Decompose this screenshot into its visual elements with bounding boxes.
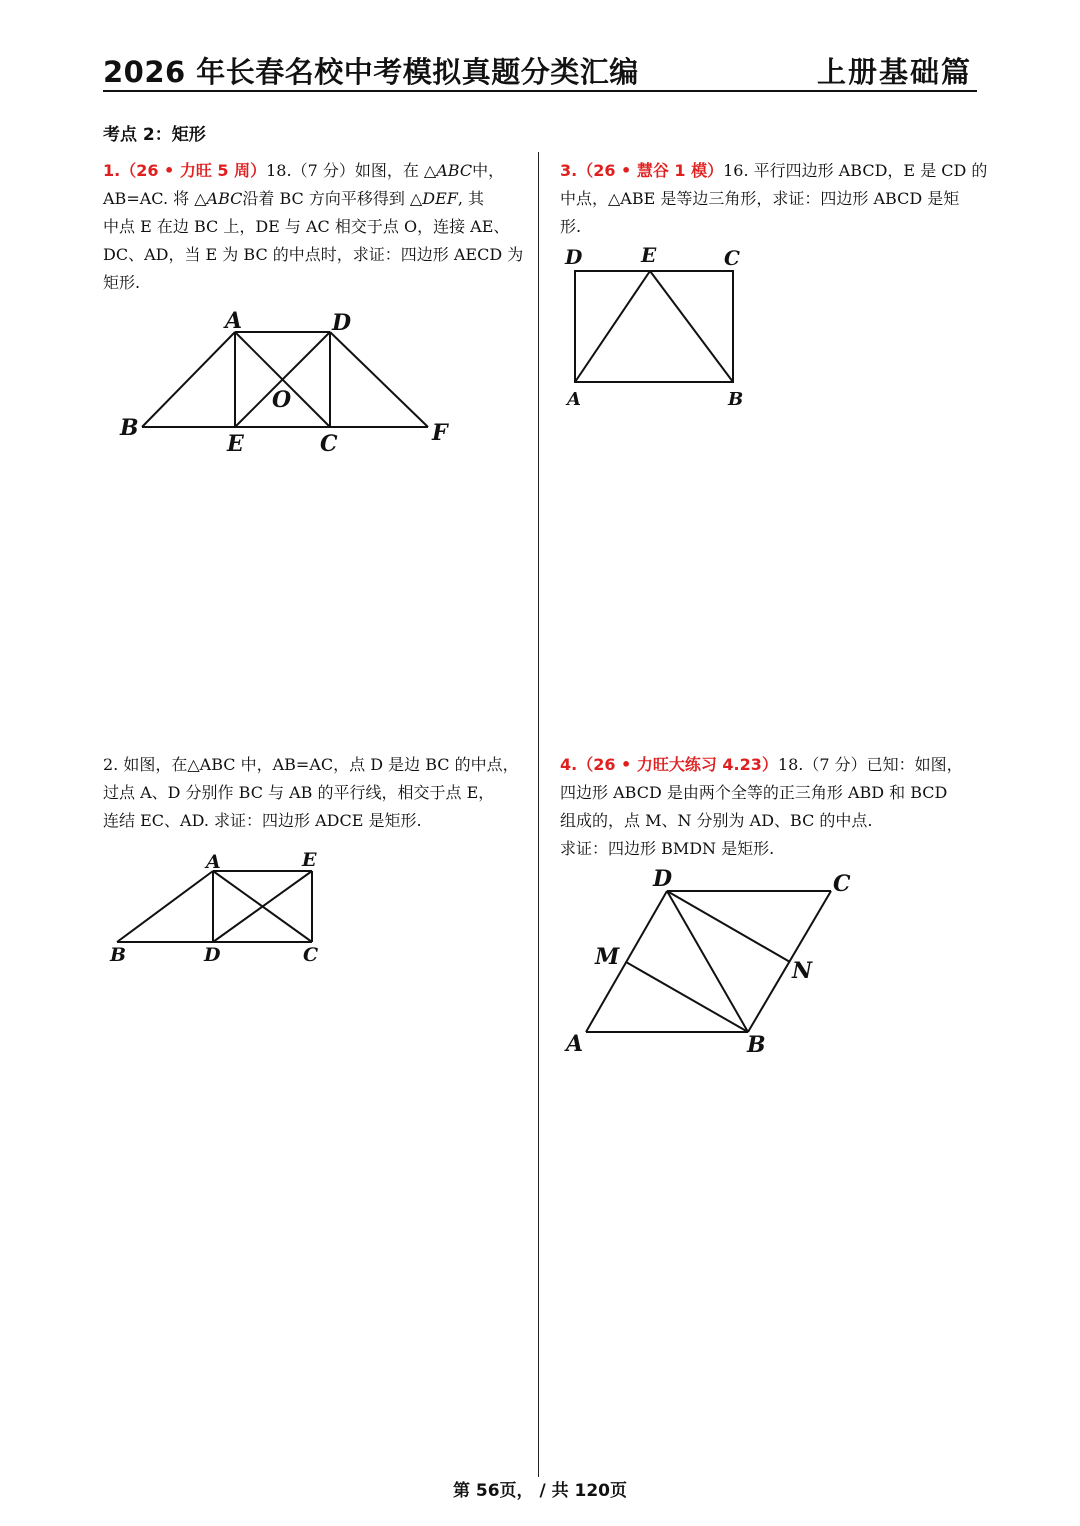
label-b: B — [747, 1032, 766, 1058]
problem-1-text — [103, 157, 523, 297]
problem-4-line-2: 四边形 ABCD 是由两个全等的正三角形 ABD 和 BCD — [560, 783, 948, 802]
header-rule — [103, 90, 977, 92]
problem-4-line-4: 求证：四边形 BMDN 是矩形. — [560, 839, 775, 858]
problem-2-line-1: 2. 如图，在△ABC 中，AB=AC，点 D 是边 BC 的中点， — [103, 755, 519, 774]
segment-dn — [667, 891, 790, 962]
segment-ae — [575, 271, 650, 382]
problem-3-line-2: 中点，△ABE 是等边三角形，求证：四边形 ABCD 是矩 — [560, 189, 960, 208]
problem-3-text — [560, 157, 987, 241]
label-b: B — [110, 944, 127, 966]
problem-1-line-3: 中点 E 在边 BC 上，DE 与 AC 相交于点 O，连接 AE、 — [103, 217, 510, 236]
segment-db — [667, 891, 748, 1032]
label-d: D — [653, 866, 673, 892]
problem-4-text — [560, 751, 963, 863]
segment-ab — [117, 871, 213, 942]
rectangle-abcd — [575, 271, 733, 382]
problem-1-text-part: AB=AC. 将 △ — [103, 189, 207, 208]
label-c: C — [303, 944, 319, 966]
problem-1-math: ABC — [206, 189, 243, 208]
label-b: B — [728, 389, 744, 410]
label-e: E — [641, 243, 657, 267]
problem-1-source: 1.（26 • 力旺 5 周） — [103, 161, 267, 180]
problem-1-line-4: DC、AD，当 E 为 BC 的中点时，求证：四边形 AECD 为 — [103, 245, 524, 264]
label-o: O — [272, 387, 292, 413]
problem-4-line-3: 组成的，点 M、N 分别为 AD、BC 的中点. — [560, 811, 873, 830]
problem-1-line-1 — [103, 157, 523, 185]
problem-2-figure — [105, 845, 335, 970]
label-a: A — [206, 851, 221, 873]
label-b: B — [120, 415, 139, 441]
segment-ab — [142, 332, 235, 427]
label-c: C — [833, 871, 851, 897]
label-c: C — [320, 431, 338, 457]
label-d: D — [204, 944, 221, 966]
problem-4-text-part: 18.（7 分）已知：如图， — [777, 755, 963, 774]
label-f: F — [432, 420, 448, 446]
label-a: A — [566, 1031, 584, 1057]
column-divider — [538, 152, 539, 1477]
problem-1-text-part: 中， — [472, 161, 505, 180]
label-n: N — [792, 958, 813, 984]
page-number: 第 56页， / 共 120页 — [452, 1481, 628, 1501]
problem-1-math: DEF — [422, 189, 458, 208]
label-e: E — [302, 849, 317, 871]
label-d: D — [332, 310, 352, 336]
label-c: C — [724, 246, 740, 270]
volume-label: 上册基础篇 — [816, 55, 972, 89]
problem-3-source: 3.（26 • 慧谷 1 模） — [560, 161, 724, 180]
problem-1-math: ABC — [436, 161, 473, 180]
problem-2-text — [103, 751, 519, 835]
problem-2-line-3: 连结 EC、AD. 求证：四边形 ADCE 是矩形. — [103, 811, 422, 830]
problem-1-text-part: , 其 — [457, 189, 485, 208]
problem-1-text-part: 18.（7 分）如图，在 △ — [266, 161, 437, 180]
segment-df — [330, 332, 428, 427]
problem-4-line-1 — [560, 751, 963, 779]
segment-eb — [650, 271, 733, 382]
document-title: 2026 年长春名校中考模拟真题分类汇编 — [103, 55, 639, 89]
problem-3-text-part: 16. 平行四边形 ABCD，E 是 CD 的 — [723, 161, 988, 180]
section-title: 考点 2：矩形 — [103, 125, 206, 145]
label-m: M — [595, 944, 620, 970]
problem-1-figure — [110, 305, 470, 465]
problem-3-figure — [560, 240, 760, 415]
label-d: D — [565, 245, 583, 269]
problem-3-line-1 — [560, 157, 987, 185]
problem-3-line-3: 形. — [560, 217, 582, 236]
problem-1-line-2 — [103, 185, 523, 213]
problem-1-line-5: 矩形. — [103, 273, 141, 292]
problem-4-figure — [560, 862, 860, 1062]
problem-2-line-2: 过点 A、D 分别作 BC 与 AB 的平行线，相交于点 E， — [103, 783, 495, 802]
problem-4-source: 4.（26 • 力旺大练习 4.23） — [560, 755, 778, 774]
segment-mb — [626, 962, 748, 1032]
problem-1-text-part: 沿着 BC 方向平移得到 △ — [242, 189, 423, 208]
label-a: A — [225, 308, 243, 334]
label-e: E — [227, 431, 244, 457]
label-a: A — [567, 389, 581, 410]
